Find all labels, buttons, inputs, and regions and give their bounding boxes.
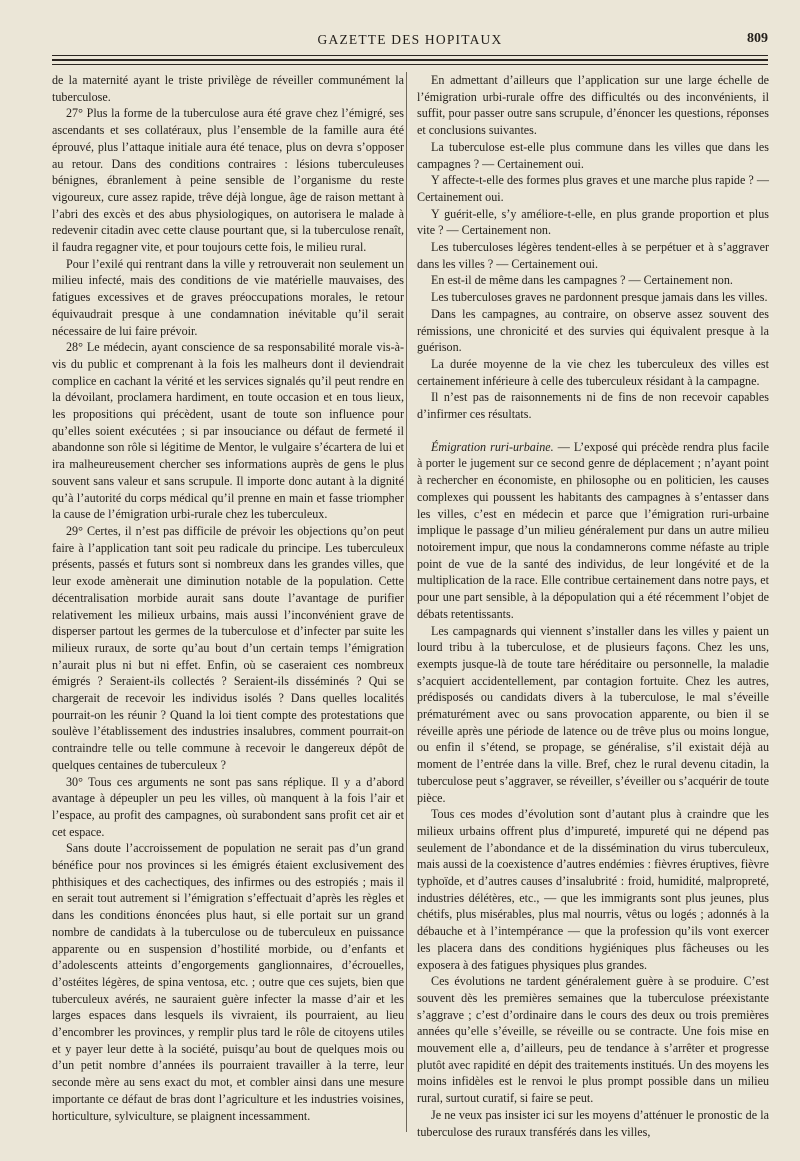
paragraph: En admettant d’ailleurs que l’application sur une large échelle de l’émigration urbi-rurale offre des difficultés ou des inconvénients, il suffit, pour passer outre sans scrupule, d’énoncer les questions, réponses et conclusions suivantes. <box>417 73 769 138</box>
paragraph: La tuberculose est-elle plus commune dans les villes que dans les campagnes ? — Certainement oui. <box>417 139 769 171</box>
paragraph: Les tuberculoses graves ne pardonnent presque jamais dans les villes. <box>431 290 768 305</box>
header-rule-bottom <box>52 64 768 65</box>
header-rule-top <box>52 55 768 56</box>
paragraph: Y affecte-t-elle des formes plus graves et une marche plus rapide ? — Certainement oui. <box>417 173 769 204</box>
header-rule-middle <box>52 59 768 61</box>
page-header <box>52 30 768 54</box>
paragraph: La durée moyenne de la vie chez les tuberculeux des villes est certainement inférieure à celle des tuberculeux résidant à la campagne. <box>417 356 769 388</box>
paragraph: Tous ces modes d’évolution sont d’autant plus à craindre que les milieux urbains offrent plus d’impureté, impureté qui ne dépend pas seulement de l’abondance et de la dissémination du virus tuberculeux, mais aussi de la coexistence d’autres endémies : fièvres éruptives, fièvre typhoïde, et d’autres causes d’insalubrité : froid, humidité, malpropreté, industries délétères, etc., — que les immigrants sont plus jeunes, plus chétifs, plus misérables, plus mal nourris, vêtus ou logés ; adonnés à la débauche et à l’intempérance — que la profession qu’ils vont exercer les placera dans des conditions hygiéniques plus fâcheuses ou les exposera à des fatigues physiques plus grandes. <box>417 807 769 972</box>
paragraph: Ces évolutions ne tardent généralement guère à se produire. C’est souvent dès les premières semaines que la tuberculose préexistante s’aggrave ; c’est d’ordinaire dans le cours des deux ou trois premières années qu’elle s’éveille, se réveille ou se contracte. Une fois mise en mouvement elle a, d’ailleurs, peu de tendance à s’arrêter et progresse plutôt avec rapidité en dépit des traitements institués. Un des moyens les moins infidèles est le renvoi le plus prompt possible dans un milieu rural, surtout curatif, si faire se peut. <box>417 974 769 1106</box>
paragraph: Y guérit-elle, s’y améliore-t-elle, en plus grande proportion et plus vite ? — Certainement non. <box>417 206 769 238</box>
paragraph: 28° Le médecin, ayant conscience de sa responsabilité morale vis-à-vis du public et comprenant à la fois les malheurs dont il deviendrait complice en cachant la vérité et les services signalés qu’il peut rendre en la dévoilant, proclamera hardiment, en toute occasion et en tous lieux, les propositions qui précèdent, usant de toute son influence pour qu’elles soient exécutées ; si par insouciance ou défaut de fermeté il abandonne son rôle si légitime de Mentor, le vulgaire s’écartera de lui et ira malheureusement chercher ses informations auprès de gens le plus souvent sans valeur et sans scrupule. Il importe donc autant à la dignité qu’à l’autorité du corps médical qu’il prenne en main et fasse triompher la cause de l’émigration urbi-rurale chez les tuberculeux. <box>52 340 404 522</box>
section-lead: — L’exposé qui précède rendra plus facile à porter le jugement sur ce second genre de déplacement ; n’ayant point à rechercher en économiste, en philosophe ou en politicien, les causes complexes qui poussent les habitants des campagnes à s’entasser dans les villes, c’est en médecin et parce que l’émigration ruri-urbaine implique le passage d’un milieu généralement pur dans un autre milieu notoirement impur, que nous la condamnerons comme néfaste au triple point de vue de la santé des individus, de leur longévité et de la multiplication de la race. Elle contribue certainement dans notre pays, et pour une part sensible, à la dépopulation qui a été récemment l’objet de débats retentissants. <box>417 439 769 621</box>
paragraph: Les tuberculoses légères tendent-elles à se perpétuer et à s’aggraver dans les villes ? — Certainement oui. <box>417 240 769 271</box>
section-paragraph <box>417 439 769 623</box>
section-heading: Émigration ruri-urbaine. <box>431 439 554 454</box>
paragraph: Il n’est pas de raisonnements ni de fins de non recevoir capables d’infirmer ces résultats. <box>417 390 769 422</box>
page-number: 809 <box>747 31 768 46</box>
paragraph: 29° Certes, il n’est pas difficile de prévoir les objections qu’on peut faire à l’application tant soit peu radicale du principe. Les tuberculeux présents, passés et futurs sont si nombreux dans les grandes villes, que leur exode amènerait une diminution notable de la population. Cette décentralisation morbide aurait sans doute l’avantage de purifier relativement les milieux urbains, mais aussi l’inconvénient grave de disperser partout les germes de la tuberculose et d’infecter par suite les milieux ruraux, de sorte qu’au bout d’un certain temps l’émigration n’aurait plus ni but ni effet. Enfin, où se caseraient ces nombreux émigrés ? Seraient-ils collectés ? Seraient-ils disséminés ? Qui se chargerait de recevoir les individus isolés ? Dans quelles localités pourrait-on les réunir ? Quand la loi tient compte des protestations que soulève l’établissement des industries insalubres, comment pourrait-on contraindre telle ou telle commune à recevoir le dangereux dépôt de quelques centaines de tuberculeux ? <box>52 523 404 772</box>
paragraph: En est-il de même dans les campagnes ? — Certainement non. <box>431 273 733 288</box>
paragraph: Je ne veux pas insister ici sur les moyens d’atténuer le pronostic de la tuberculose des ruraux transférés dans les villes, <box>417 1107 769 1139</box>
paragraph: Pour l’exilé qui rentrant dans la ville y retrouverait non seulement un milieu infecté, mais des conditions de vie matérielle mauvaises, des fatigues excessives et de graves préoccupations morales, le retour équivaudrait presque à une condamnation inévitable qu’il serait nécessaire de lui faire prévoir. <box>52 256 404 338</box>
paragraph: Dans les campagnes, au contraire, on observe assez souvent des rémissions, une chronicité et des survies qui équivalent presque à la guérison. <box>417 306 769 355</box>
right-column <box>417 72 769 1140</box>
paragraph: 30° Tous ces arguments ne sont pas sans réplique. Il y a d’abord avantage à dépeupler un peu les villes, où manquent à la fois l’air et l’espace, au profit des campagnes, où surabondent sans profit cet air et cet espace. <box>52 774 404 839</box>
paragraph: Sans doute l’accroissement de population ne serait pas d’un grand bénéfice pour nos provinces si les émigrés étaient exclusivement des phthisiques et des cachectiques, des infirmes ou des estropiés ; mais il en serait tout autrement si l’émigration s’effectuait d’après les règles et dans les conditions énoncées plus haut, si elle portait sur un grand nombre de candidats à la tuberculose ou de tuberculeux en puissance apparente ou en suspension d’hostilité morbide, ou d’enfants et d’adolescents atteints d’engorgements ganglionnaires, d’écrouelles, d’ostéites légères, de spina ventosa, etc. ; outre que ces sujets, bien que tuberculeux avérés, ne sauraient guère infecter la masse d’air et les larges espaces dans lesquels ils vivraient, ils pourraient, au lieu d’encombrer les provinces, y remplir plus tard le rôle de citoyens utiles et y payer leur dette à la société, puisqu’au bout de quelques mois ou d’un petit nombre d’années ils pourraient travailler à la terre, leur seconde mère au sens exact du mot, et combler ainsi dans une mesure importante ce défaut de bras dont l’agriculture et les industries voisines, horticulture, sylviculture, se plaignent incessamment. <box>52 841 404 1123</box>
paragraph: Les campagnards qui viennent s’installer dans les villes y paient un lourd tribu à la tuberculose, et de plusieurs façons. Chez les uns, exempts jusque-là de toute tare héréditaire ou personnelle, la maladie s’acquiert accidentellement, par contagion fortuite. Chez les autres, prédisposés ou candidats divers à la tuberculose, le mal s’éveille prématurément avec ou sans provocation apparente, ou bien il se réveille après une période de latence ou de trêve plus ou moins longue, ou enfin il s’étend, se propage, se généralise, s’il existait déjà au moment de l’entrée dans la ville. Bref, chez le rural devenu citadin, la tuberculose peut s’aggraver, se réveiller, s’éveiller ou s’acquérir de toute pièce. <box>417 623 769 805</box>
left-column <box>52 72 404 1124</box>
running-title: GAZETTE DES HOPITAUX <box>317 32 503 47</box>
column-divider <box>406 72 407 1132</box>
paragraph: de la maternité ayant le triste privilège de réveiller communément la tuberculose. <box>52 73 404 104</box>
paragraph: 27° Plus la forme de la tuberculose aura été grave chez l’émigré, ses ascendants et ses collatéraux, plus l’ensemble de la famille aura été éprouvé, plus l’attaque initiale aura été tenace, plus on devra s’opposer au retour. Dans des conditions contraires : lésions tuberculeuses bénignes, ébranlement à peine sensible de l’organisme du reste vigoureux, cure assez rapide, trêve déjà longue, âge de raison mettant à l’abri des excès et des abus physiologiques, on autorisera le malade à redevenir citadin avec cette clause pourtant que, si la tuberculose renaît, il faudra regagner vite, et pour toujours cette fois, le milieu rural. <box>52 106 404 255</box>
